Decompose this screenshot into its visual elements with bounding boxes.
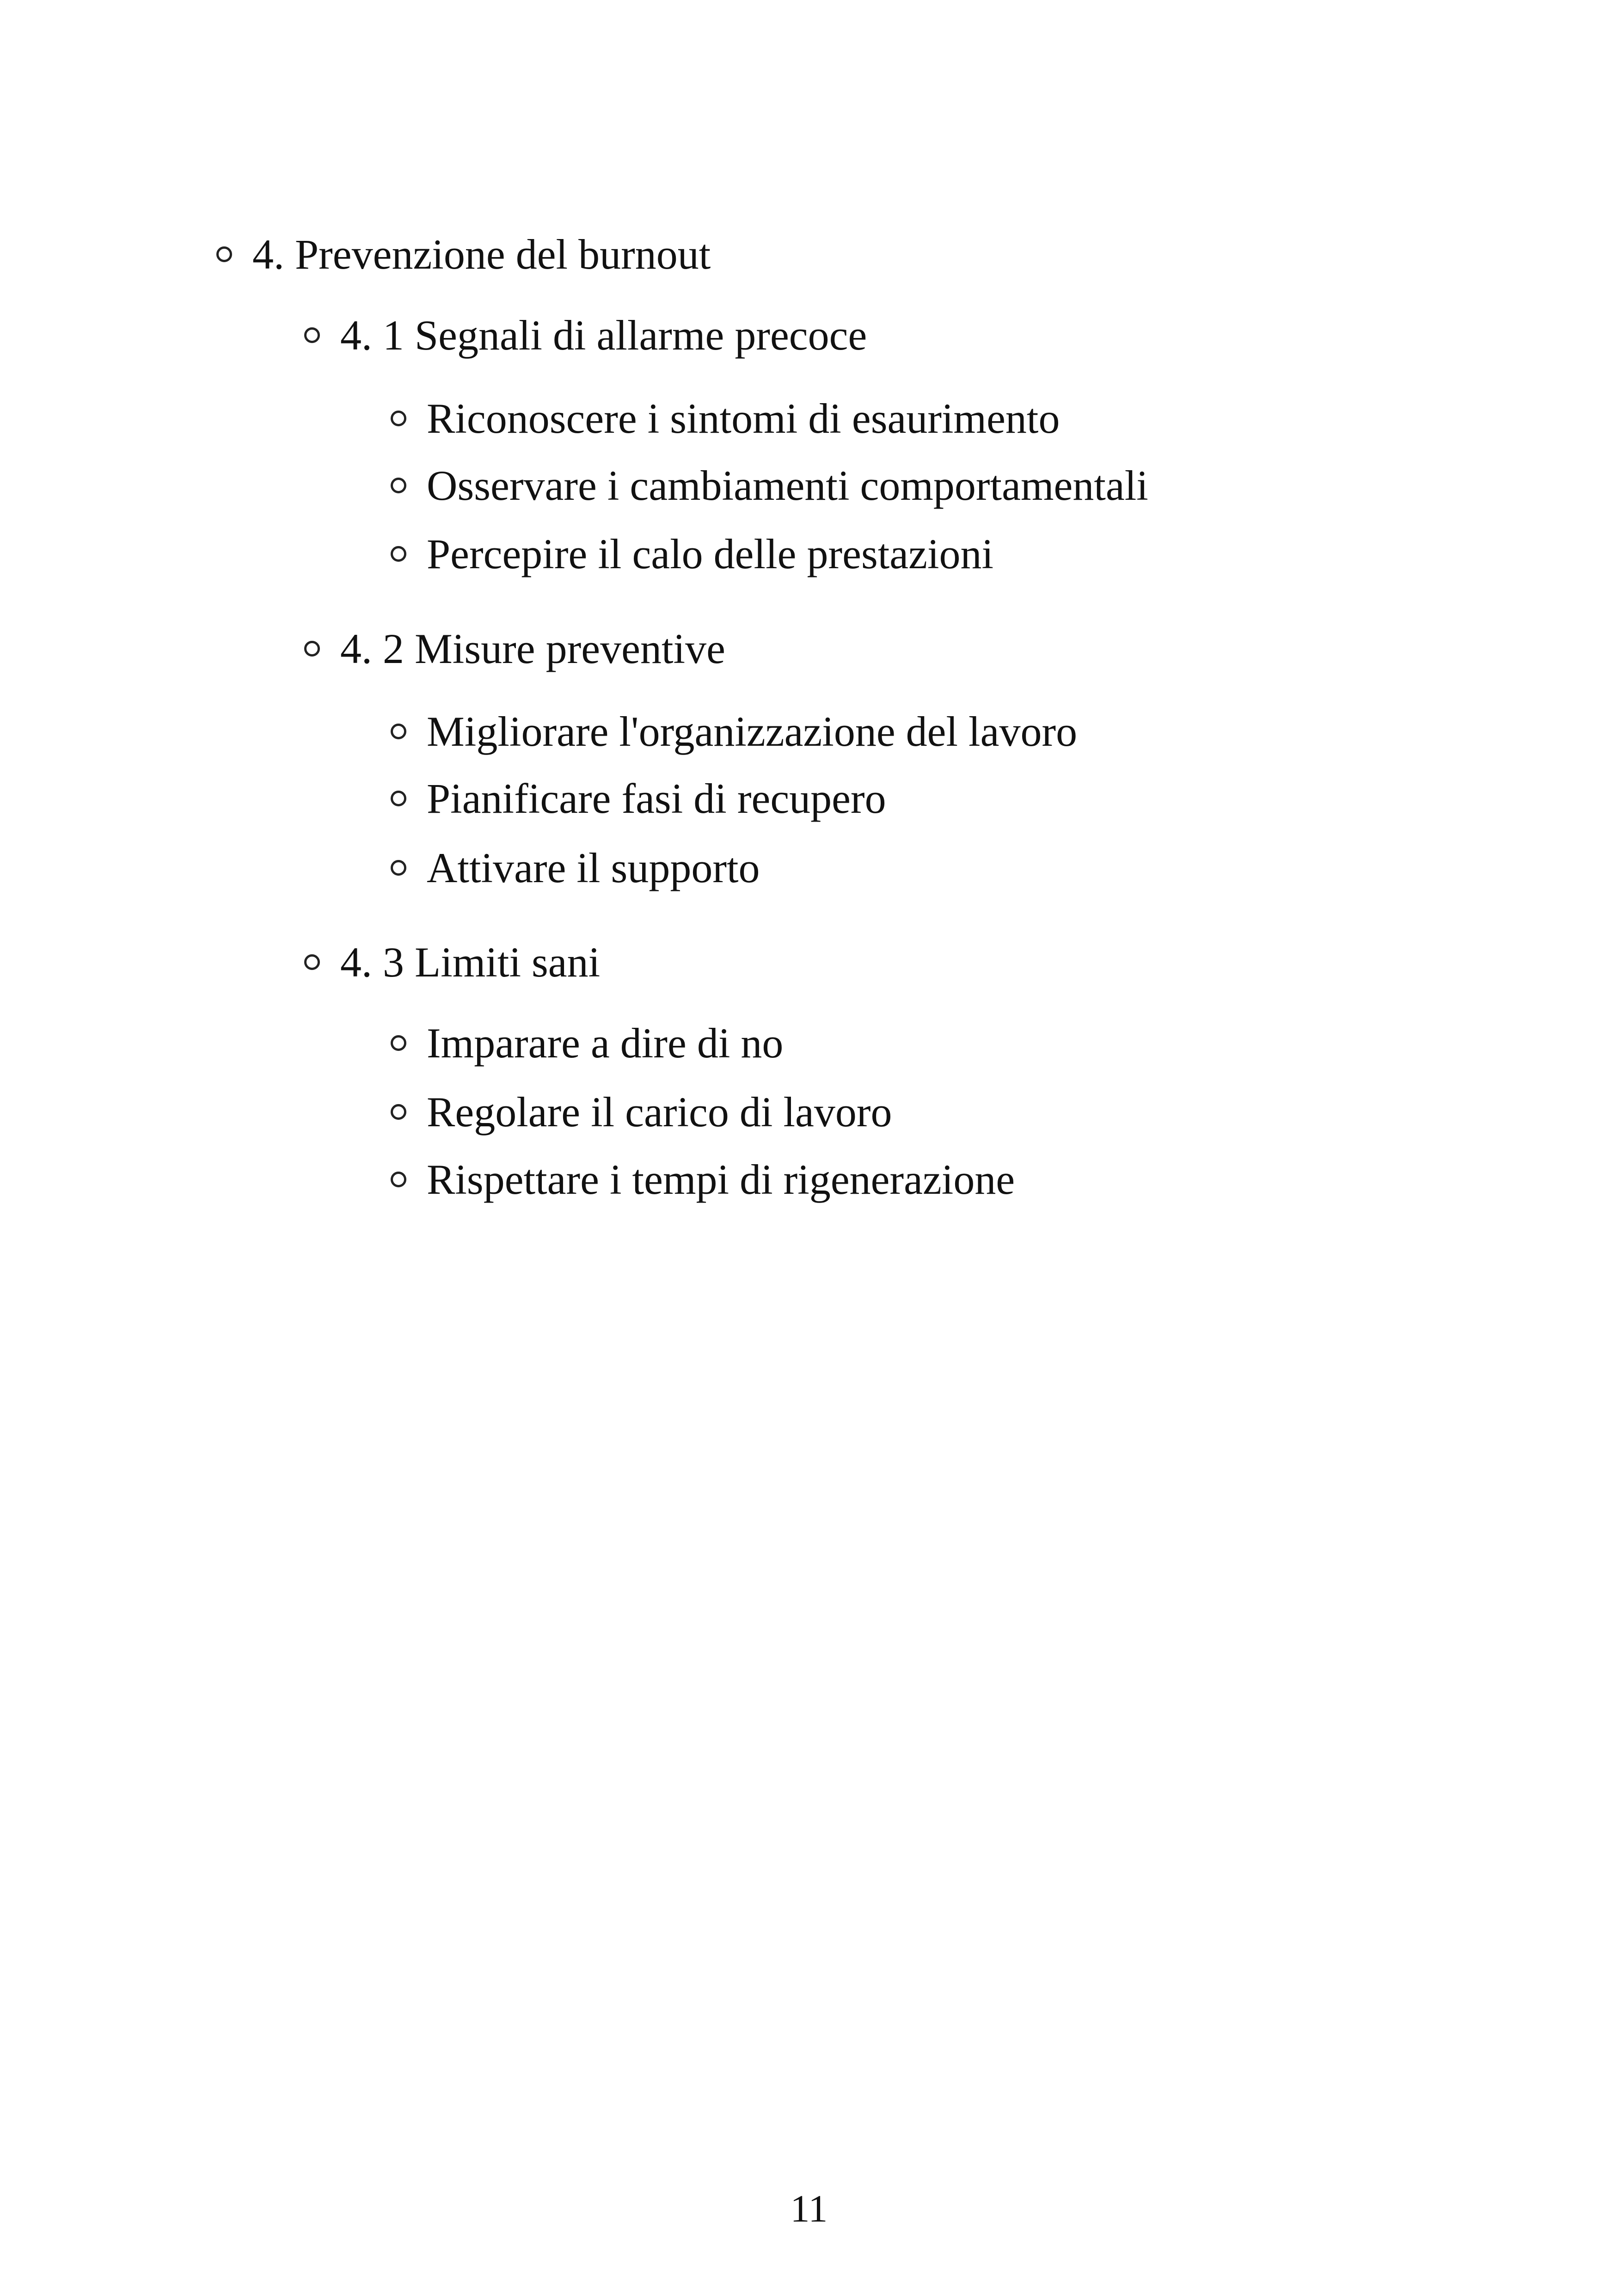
circle-bullet-icon: [391, 1172, 406, 1187]
list-item: [391, 706, 1077, 757]
list-item: [391, 528, 993, 579]
outline-subsection-heading: [304, 310, 867, 361]
circle-bullet-icon: [216, 246, 232, 262]
outline-section-heading: [216, 229, 711, 280]
list-item: [391, 460, 1148, 511]
circle-bullet-icon: [391, 791, 406, 806]
circle-bullet-icon: [391, 478, 406, 493]
circle-bullet-icon: [304, 954, 320, 970]
list-item-text: Regolare il carico di lavoro: [427, 1088, 892, 1136]
outline-subsection-heading: [304, 937, 600, 988]
list-item: [391, 773, 886, 824]
circle-bullet-icon: [391, 1104, 406, 1120]
list-item-text: Percepire il calo delle prestazioni: [427, 530, 994, 577]
circle-bullet-icon: [391, 546, 406, 562]
list-item-text: Migliorare l'organizzazione del lavoro: [427, 708, 1078, 755]
subsection-title: 4. 1 Segnali di allarme precoce: [340, 312, 867, 359]
circle-bullet-icon: [304, 641, 320, 657]
circle-bullet-icon: [304, 327, 320, 343]
list-item: [391, 1018, 783, 1068]
list-item-text: Rispettare i tempi di rigenerazione: [427, 1156, 1015, 1203]
list-item: [391, 1154, 1015, 1205]
subsection-title: 4. 2 Misure preventive: [340, 625, 725, 672]
list-item-text: Riconoscere i sintomi di esaurimento: [427, 395, 1060, 442]
outline-subsection-heading: [304, 623, 725, 674]
circle-bullet-icon: [391, 860, 406, 876]
subsection-title: 4. 3 Limiti sani: [340, 939, 601, 986]
list-item-text: Osservare i cambiamenti comportamentali: [427, 462, 1148, 509]
list-item-text: Imparare a dire di no: [427, 1019, 784, 1067]
circle-bullet-icon: [391, 411, 406, 426]
list-item: [391, 842, 760, 893]
circle-bullet-icon: [391, 724, 406, 739]
section-title: 4. Prevenzione del burnout: [252, 231, 711, 278]
circle-bullet-icon: [391, 1035, 406, 1051]
list-item-text: Attivare il supporto: [427, 844, 760, 891]
list-item: [391, 1087, 892, 1137]
list-item-text: Pianificare fasi di recupero: [427, 775, 886, 822]
list-item: [391, 393, 1060, 444]
page-number: 11: [790, 2187, 828, 2230]
